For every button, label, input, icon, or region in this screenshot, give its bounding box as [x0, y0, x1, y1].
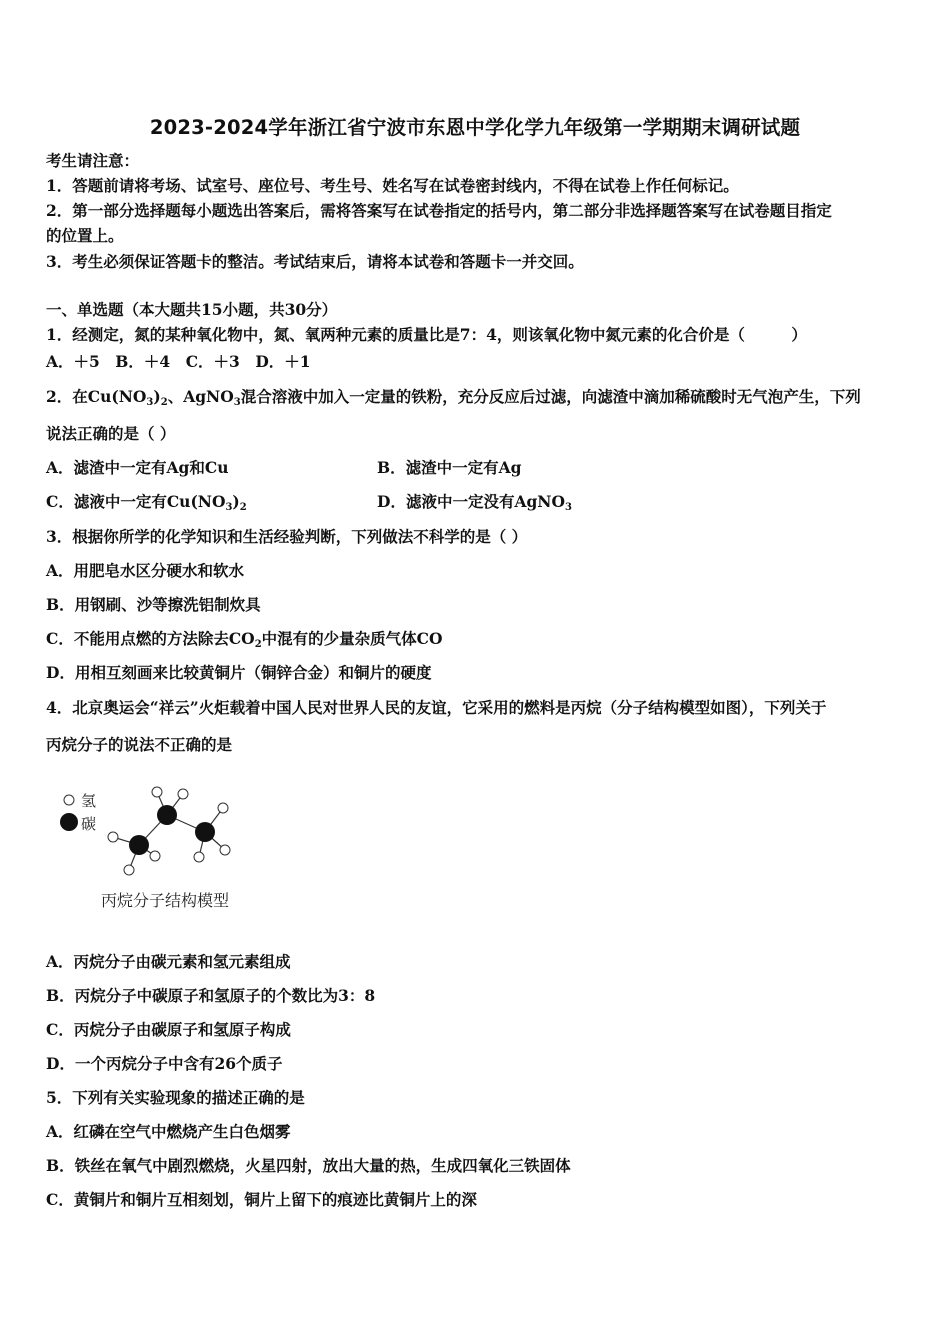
carbon-atom [129, 835, 149, 855]
q3-option-b: B．用钢刷、沙等擦洗铝制炊具 [46, 595, 261, 614]
hydrogen-atom [152, 787, 162, 797]
hydrogen-atom [218, 803, 228, 813]
q4-option-a: A．丙烷分子由碳元素和氢元素组成 [46, 952, 291, 971]
q5-option-b: B．铁丝在氧气中剧烈燃烧，火星四射，放出大量的热，生成四氧化三铁固体 [46, 1156, 571, 1175]
figure-caption: 丙烷分子结构模型 [101, 891, 230, 910]
hydrogen-atom [194, 852, 204, 862]
q4-option-d: D．一个丙烷分子中含有26个质子 [46, 1054, 283, 1073]
notice-heading: 考生请注意： [46, 151, 140, 170]
hydrogen-atom [150, 851, 160, 861]
q4-stem: 4．北京奥运会“祥云”火炬载着中国人民对世界人民的友谊，它采用的燃料是丙烷（分子结构模型如图），下列关于 [46, 698, 827, 717]
q2-stem-cont: 说法正确的是（ ） [46, 424, 176, 443]
q2-option-b: B．滤渣中一定有Ag [377, 458, 522, 477]
legend-carbon-icon [60, 813, 78, 831]
q1-stem: 1．经测定，氮的某种氧化物中，氮、氧两种元素的质量比是7：4，则该氧化物中氮元素的化合价是（ ） [46, 325, 807, 344]
section-heading: 一、单选题（本大题共15小题，共30分） [46, 300, 338, 319]
q2-option-d: D．滤液中一定没有AgNO$_3$ [377, 492, 572, 513]
carbon-atom [195, 822, 215, 842]
q2-option-c: C．滤液中一定有$Cu(NO_3)_2$ [46, 492, 247, 513]
q1-options: A．＋5 B．＋4 C．＋3 D．＋1 [46, 352, 311, 371]
hydrogen-atom [108, 832, 118, 842]
q3-option-c: C．不能用点燃的方法除去$CO_2$中混有的少量杂质气体CO [46, 629, 443, 650]
q5-option-c: C．黄铜片和铜片互相刻划，铜片上留下的痕迹比黄铜片上的深 [46, 1190, 477, 1209]
q2-stem: 2．在$Cu(NO_3)_2$、AgNO$_3$混合溶液中加入一定量的铁粉，充分反应后过滤，向滤渣中滴加稀硫酸时无气泡产生，下列 [46, 387, 861, 408]
q3-option-d: D．用相互刻画来比较黄铜片（铜锌合金）和铜片的硬度 [46, 663, 432, 682]
page-title: 2023-2024学年浙江省宁波市东恩中学化学九年级第一学期期末调研试题 [149, 116, 801, 139]
q4-option-b: B．丙烷分子中碳原子和氢原子的个数比为3：8 [46, 986, 376, 1005]
notice-item-2-cont: 的位置上。 [46, 226, 124, 245]
legend-hydrogen-icon [64, 795, 74, 805]
q3-stem: 3．根据你所学的化学知识和生活经验判断，下列做法不科学的是（ ） [46, 527, 528, 546]
notice-item-3: 3．考生必须保证答题卡的整洁。考试结束后，请将本试卷和答题卡一并交回。 [46, 252, 584, 271]
hydrogen-atom [220, 845, 230, 855]
notice-item-2: 2．第一部分选择题每小题选出答案后，需将答案写在试卷指定的括号内，第二部分非选择题答案写在试卷题目指定 [46, 201, 832, 220]
q5-stem: 5．下列有关实验现象的描述正确的是 [46, 1088, 305, 1107]
q5-option-a: A．红磷在空气中燃烧产生白色烟雾 [46, 1122, 291, 1141]
q4-option-c: C．丙烷分子由碳原子和氢原子构成 [46, 1020, 291, 1039]
hydrogen-atom [124, 865, 134, 875]
propane-model-figure [55, 782, 255, 917]
q4-stem-cont: 丙烷分子的说法不正确的是 [46, 735, 233, 754]
legend-carbon-label: 碳 [81, 815, 97, 833]
legend-hydrogen-label: 氢 [81, 792, 97, 810]
q2-option-a: A．滤渣中一定有Ag和Cu [46, 458, 229, 477]
notice-item-1: 1．答题前请将考场、试室号、座位号、考生号、姓名写在试卷密封线内，不得在试卷上作任何标记。 [46, 176, 739, 195]
carbon-atom [157, 805, 177, 825]
q3-option-a: A．用肥皂水区分硬水和软水 [46, 561, 245, 580]
hydrogen-atom [178, 789, 188, 799]
